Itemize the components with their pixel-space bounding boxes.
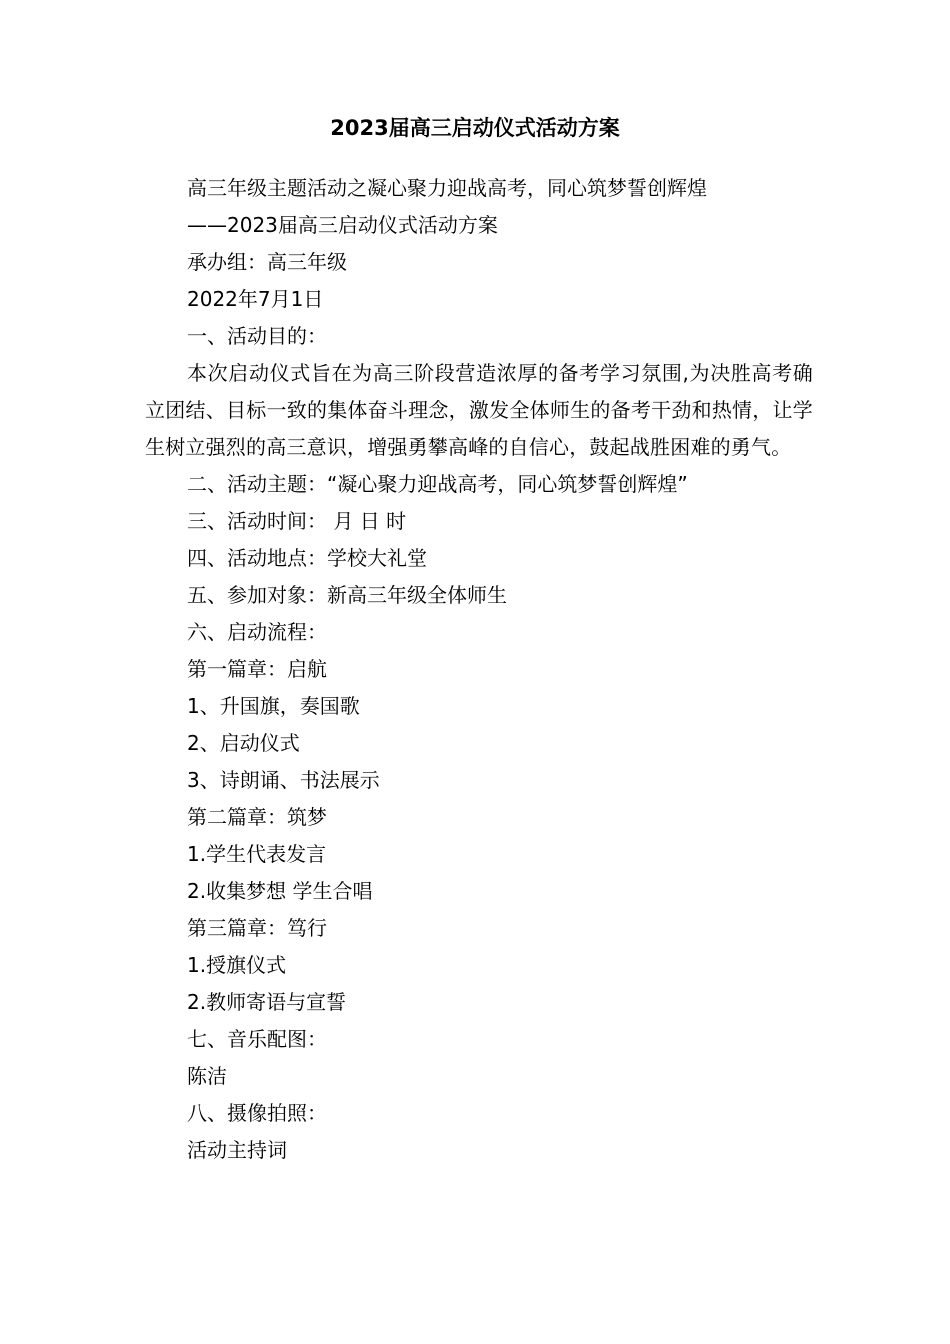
music-person: 陈洁 [187,1064,227,1088]
subtitle-dash-line: ——2023届高三启动仪式活动方案 [187,213,498,237]
section-heading-theme: 二、活动主题：“凝心聚力迎战高考，同心筑梦誓创辉煌” [187,472,688,496]
section-heading-location: 四、活动地点：学校大礼堂 [187,546,427,570]
section-heading-purpose: 一、活动目的： [187,324,327,348]
date-line: 2022年7月1日 [187,287,324,311]
document-body [145,170,813,1169]
list-item: 2、启动仪式 [187,731,300,755]
section-heading-participants: 五、参加对象：新高三年级全体师生 [187,583,507,607]
chapter-one-heading: 第一篇章：启航 [187,657,327,681]
list-item: 2.教师寄语与宣誓 [187,990,347,1014]
section-heading-music: 七、音乐配图： [187,1027,327,1051]
list-item: 1.学生代表发言 [187,842,327,866]
organizer-line: 承办组：高三年级 [187,250,347,274]
section-heading-process: 六、启动流程： [187,620,327,644]
host-script-heading: 活动主持词 [187,1138,287,1162]
document-title: 2023届高三启动仪式活动方案 [330,116,620,140]
subtitle-line: 高三年级主题活动之凝心聚力迎战高考，同心筑梦誓创辉煌 [187,176,707,200]
list-item: 1.授旗仪式 [187,953,287,977]
section-heading-time: 三、活动时间： 月 日 时 [187,509,407,533]
chapter-two-heading: 第二篇章：筑梦 [187,805,327,829]
list-item: 3、诗朗诵、书法展示 [187,768,380,792]
list-item: 2.收集梦想 学生合唱 [187,879,373,903]
section-heading-photo: 八、摄像拍照： [187,1101,327,1125]
chapter-three-heading: 第三篇章：笃行 [187,916,327,940]
purpose-paragraph: 本次启动仪式旨在为高三阶段营造浓厚的备考学习氛围,为决胜高考确立团结、目标一致的集体奋斗理念，激发全体师生的备考干劲和热情，让学生树立强烈的高三意识，增强勇攀高峰的自信心，鼓起战胜困难的勇气。 [145,361,813,459]
list-item: 1、升国旗，奏国歌 [187,694,360,718]
